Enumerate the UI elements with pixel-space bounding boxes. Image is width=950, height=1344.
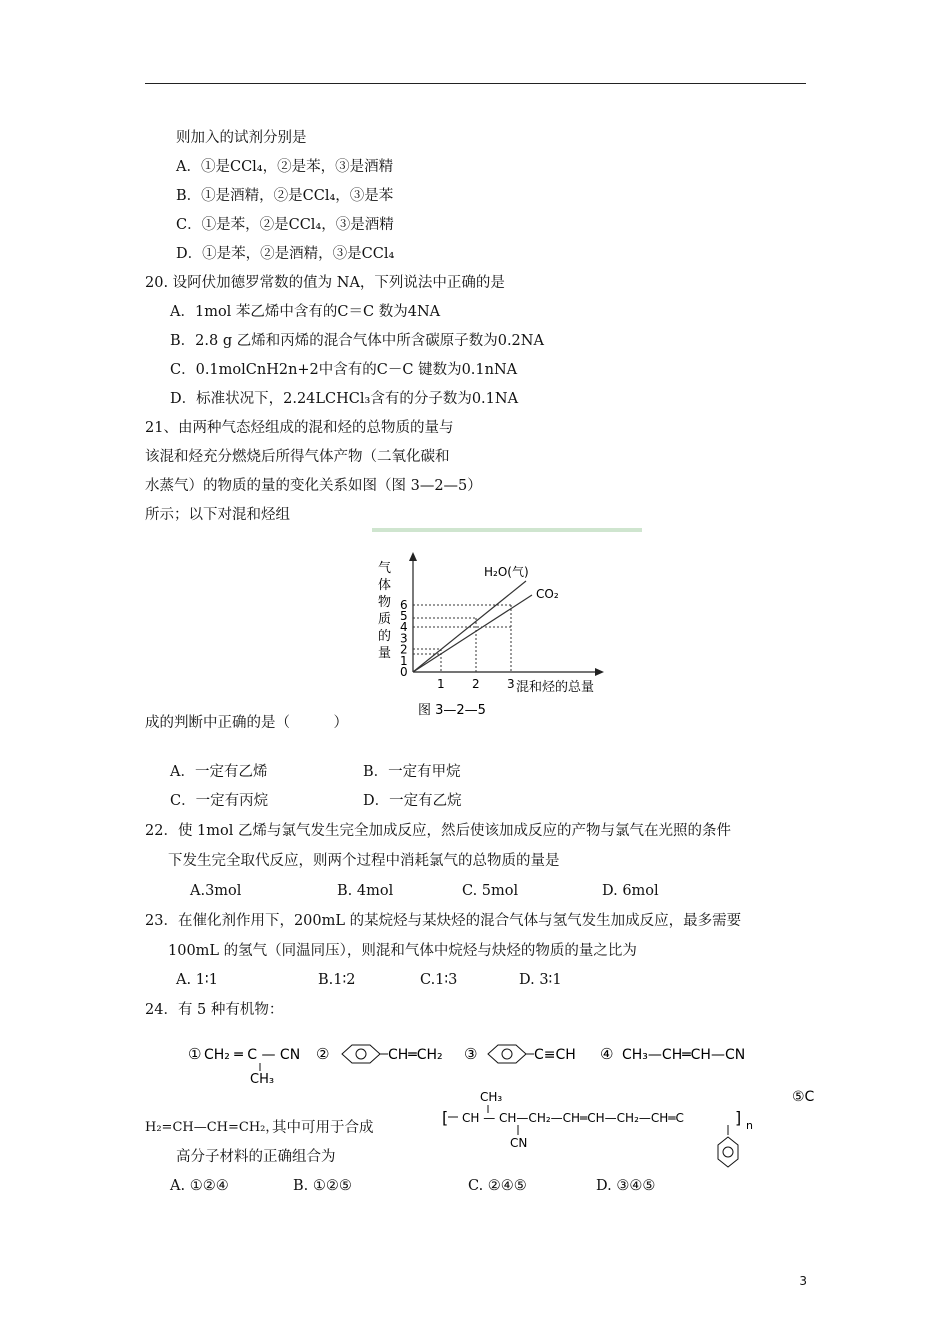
y-tick-5: 5	[400, 609, 408, 623]
molecule-1-methyl: CH₃	[250, 1072, 275, 1087]
q21-option-a: A．一定有乙烯	[170, 764, 268, 780]
molecule-5-label: ⑤C	[792, 1089, 815, 1105]
y-tick-6: 6	[400, 597, 408, 612]
q23-option-c: C.1∶3	[420, 972, 458, 988]
polymer-cyano: CN	[510, 1136, 528, 1150]
polymer-phenyl-circle	[723, 1147, 733, 1157]
y-tick-1: 1	[400, 653, 408, 668]
q20-option-d: D．标准状况下，2.24LCHCl₃含有的分子数为0.1NA	[170, 391, 519, 407]
q24-option-b: B. ①②⑤	[293, 1178, 352, 1194]
q19-option-a: A．①是CCl₄，②是苯，③是酒精	[176, 159, 394, 175]
q20-option-c: C．0.1molCnH2n+2中含有的C－C 键数为0.1nNA	[170, 362, 518, 378]
y-tick-3: 3	[400, 631, 408, 646]
q21-line-4: 所示；以下对混和烃组	[145, 507, 290, 523]
series-label-co2: CO₂	[536, 587, 559, 601]
q21-option-b: B．一定有甲烷	[363, 764, 461, 780]
q24-option-a: A. ①②④	[170, 1178, 229, 1194]
q21-line-3: 水蒸气）的物质的量的变化关系如图（图 3—2—5）	[145, 478, 482, 494]
q21-line-1: 21、由两种气态烃组成的混和烃的总物质的量与	[145, 420, 454, 436]
polymer-methyl: CH₃	[480, 1090, 503, 1104]
polymer-subscript-n: n	[746, 1119, 753, 1132]
molecule-3-formula: C≡CH	[534, 1047, 576, 1063]
y-tick-0: 0	[400, 665, 408, 679]
benzene-ring-2	[342, 1045, 380, 1063]
q24-option-d: D. ③④⑤	[596, 1178, 656, 1194]
q22-option-d: D. 6mol	[602, 883, 659, 899]
y-axis-arrow	[409, 552, 417, 561]
q21-line-2: 该混和烃充分燃烧后所得气体产物（二氧化碳和	[145, 449, 450, 465]
polymer-bracket-right: ]	[735, 1108, 742, 1127]
x-tick-2: 2	[472, 677, 480, 691]
header-rule	[145, 83, 806, 84]
polymer-phenyl-ring	[718, 1137, 738, 1167]
q24-stem: 24．有 5 种有机物：	[145, 1002, 284, 1018]
q22-line-2: 下发生完全取代反应，则两个过程中消耗氯气的总物质的量是	[168, 853, 560, 869]
molecule-1-formula: CH₂ ═ C — CN	[204, 1047, 301, 1063]
q24-tail: 其中可用于合成	[272, 1120, 374, 1136]
series-label-h2o: H₂O(气)	[484, 565, 529, 579]
q21-line-5: 成的判断中正确的是（ ）	[145, 715, 348, 731]
q20-stem: 20. 设阿伏加德罗常数的值为 NA，下列说法中正确的是	[145, 275, 505, 291]
figure-ylabel: 气体物质的量	[378, 561, 392, 661]
q22-line-1: 22．使 1mol 乙烯与氯气发生完全加成反应，然后使该加成反应的产物与氯气在光照的条件	[145, 823, 732, 839]
molecule-3-label: ③	[464, 1045, 478, 1063]
q23-line-2: 100mL 的氢气（同温同压），则混和气体中烷烃与炔烃的物质的量之比为	[168, 943, 637, 959]
figure-caption: 图 3—2—5	[418, 703, 486, 718]
figure-3-2-5	[366, 528, 646, 722]
q23-option-a: A. 1∶1	[176, 972, 218, 988]
benzene-ring-3	[488, 1045, 526, 1063]
q19-option-b: B．①是酒精，②是CCl₄，③是苯	[176, 188, 394, 204]
molecule-4-label: ④	[600, 1045, 614, 1063]
figure-xlabel: 混和烃的总量	[516, 680, 595, 695]
benzene-ring-2-circle	[356, 1049, 366, 1059]
q23-option-b: B.1∶2	[318, 972, 356, 988]
figure-top-bar	[372, 528, 642, 532]
q22-option-b: B. 4mol	[337, 883, 394, 899]
q24-line-2: 高分子材料的正确组合为	[176, 1149, 336, 1165]
benzene-ring-3-circle	[502, 1049, 512, 1059]
q19-option-c: C．①是苯，②是CCl₄，③是酒精	[176, 217, 394, 233]
q20-option-a: A．1mol 苯乙烯中含有的C＝C 数为4NA	[170, 304, 441, 320]
molecule-2-formula: CH═CH₂	[388, 1047, 443, 1063]
molecule-2-label: ②	[316, 1045, 330, 1063]
y-tick-4: 4	[400, 620, 408, 635]
page-number: 3	[799, 1274, 807, 1288]
x-axis-arrow	[595, 668, 604, 676]
y-tick-2: 2	[400, 642, 408, 657]
series-line-co2	[413, 595, 532, 672]
q19-prompt: 则加入的试剂分别是	[176, 130, 307, 146]
q21-option-c: C．一定有丙烷	[170, 793, 269, 809]
polymer-bracket-left: [	[442, 1108, 449, 1127]
q19-option-d: D．①是苯，②是酒精，③是CCl₄	[176, 246, 395, 262]
q21-option-d: D．一定有乙烷	[363, 793, 462, 809]
q23-line-1: 23．在催化剂作用下，200mL 的某烷烃与某炔烃的混合气体与氢气发生加成反应，最多需要	[145, 913, 742, 929]
polymer-chain: CH — CH—CH₂—CH═CH—CH₂—CH═C	[462, 1111, 684, 1125]
q24-option-c: C. ②④⑤	[468, 1178, 527, 1194]
x-ticks	[437, 677, 515, 691]
x-tick-1: 1	[437, 677, 445, 691]
y-ticks	[400, 598, 408, 679]
x-tick-3: 3	[507, 677, 515, 691]
q23-option-d: D. 3∶1	[519, 972, 562, 988]
q24-molecule-5-cont: H₂=CH—CH=CH₂，	[145, 1120, 279, 1135]
q20-option-b: B．2.8 g 乙烯和丙烯的混合气体中所含碳原子数为0.2NA	[170, 333, 544, 349]
q22-option-c: C. 5mol	[462, 883, 519, 899]
molecule-1-label: ①	[188, 1045, 202, 1063]
molecule-4-formula: CH₃—CH═CH—CN	[622, 1047, 746, 1063]
q22-option-a: A.3mol	[190, 883, 242, 899]
